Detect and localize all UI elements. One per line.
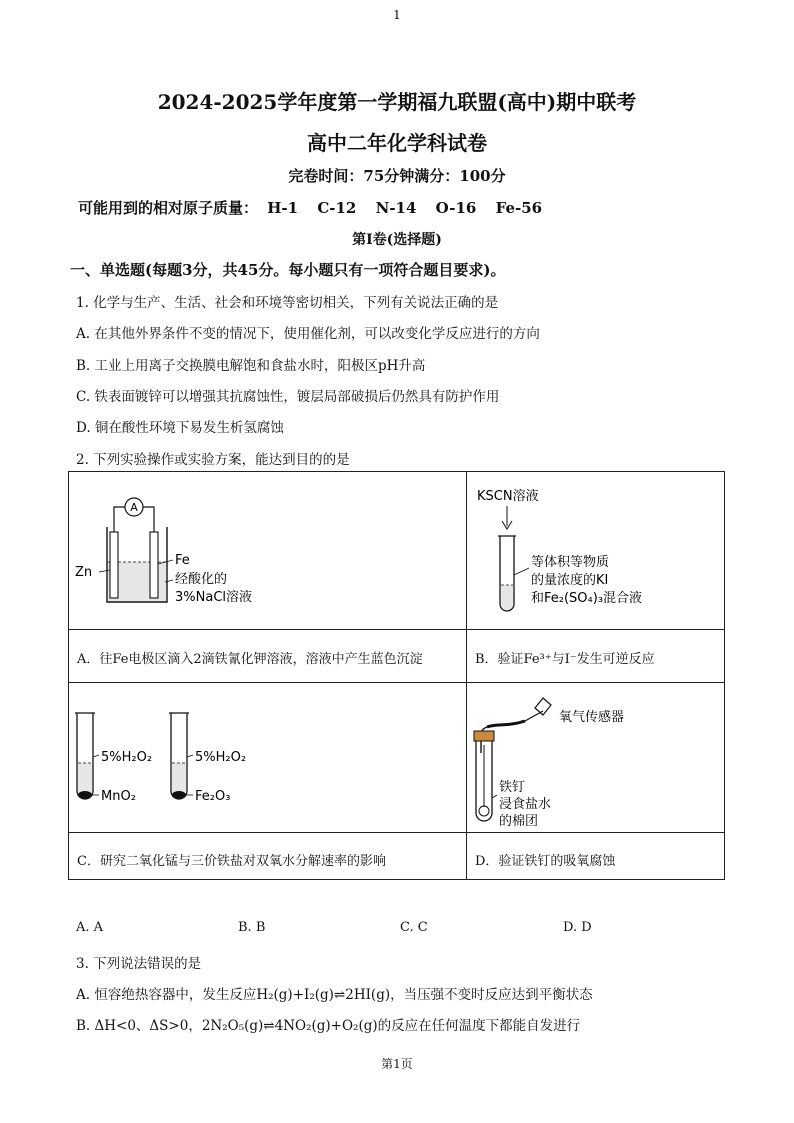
mix-label-3: 和Fe₂(SO₄)₃混合液 bbox=[531, 591, 643, 606]
q2-caption-d: D．验证铁钉的吸氧腐蚀 bbox=[475, 854, 616, 869]
mno2-solid bbox=[78, 791, 92, 799]
table-divider-3 bbox=[69, 832, 724, 833]
fe-electrode bbox=[150, 532, 158, 598]
cotton-label-2: 的棉团 bbox=[499, 814, 539, 829]
q1-option-a: A. 在其他外界条件不变的情况下，使用催化剂，可以改变化学反应进行的方向 bbox=[76, 326, 540, 342]
solution-label-1: 经酸化的 bbox=[175, 572, 228, 587]
q2-experiment-table bbox=[68, 471, 725, 880]
mix-label-2: 的量浓度的KI bbox=[531, 573, 609, 588]
nail-label: 铁钉 bbox=[499, 780, 526, 795]
q2-caption-a: A．往Fe电极区滴入2滴铁氰化钾溶液，溶液中产生蓝色沉淀 bbox=[77, 652, 423, 667]
figure-galvanic-cell bbox=[69, 472, 465, 628]
q2-option-d: D. D bbox=[563, 920, 592, 935]
q2-option-c: C. C bbox=[400, 920, 428, 935]
q3-option-b: B. ΔH<0、ΔS>0，2N₂O₅(g)⇌4NO₂(g)+O₂(g)的反应在任何温度下都能自发进行 bbox=[76, 1018, 581, 1034]
mass-c: C-12 bbox=[317, 199, 357, 217]
rubber-stopper bbox=[474, 731, 494, 741]
q1-stem: 1. 化学与生产、生活、社会和环境等密切相关，下列有关说法正确的是 bbox=[76, 295, 499, 311]
solution-label-2: 3%NaCl溶液 bbox=[175, 590, 253, 605]
sensor-icon bbox=[535, 698, 551, 715]
mass-o: O-16 bbox=[435, 199, 477, 217]
figure-kscn-test bbox=[467, 472, 724, 628]
mix-label-1: 等体积等物质 bbox=[531, 555, 610, 570]
figure-h2o2-decomposition bbox=[69, 683, 465, 831]
fe-label: Fe bbox=[175, 553, 190, 568]
top-page-number: 1 bbox=[393, 8, 401, 22]
cotton-label-1: 浸食盐水 bbox=[499, 797, 552, 812]
exam-time-info: 完卷时间：75分钟满分：100分 bbox=[288, 167, 506, 185]
q2-stem: 2. 下列实验操作或实验方案，能达到目的的是 bbox=[76, 452, 350, 468]
sensor-label: 氧气传感器 bbox=[559, 710, 625, 725]
atomic-masses bbox=[78, 197, 556, 218]
h2o2-label-2: 5%H₂O₂ bbox=[195, 750, 247, 765]
zn-electrode bbox=[110, 532, 118, 598]
q2-caption-b: B．验证Fe³⁺与I⁻发生可逆反应 bbox=[475, 652, 655, 667]
figure-oxygen-corrosion bbox=[467, 683, 724, 831]
fe2o3-solid bbox=[172, 791, 186, 799]
q2-option-a: A. A bbox=[76, 920, 104, 935]
fe2o3-label: Fe₂O₃ bbox=[195, 789, 231, 804]
exam-subtitle: 高中二年化学科试卷 bbox=[307, 131, 487, 155]
zn-label: Zn bbox=[75, 565, 93, 580]
table-divider-1 bbox=[69, 629, 724, 630]
h2o2-label-1: 5%H₂O₂ bbox=[101, 750, 153, 765]
q2-option-b: B. B bbox=[238, 920, 266, 935]
sensor-tube bbox=[487, 721, 525, 727]
page-footer: 第1页 bbox=[381, 1057, 413, 1071]
masses-label: 可能用到的相对原子质量： bbox=[78, 199, 259, 217]
q2-caption-c: C．研究二氧化锰与三价铁盐对双氧水分解速率的影响 bbox=[77, 854, 386, 869]
q1-option-c: C. 铁表面镀锌可以增强其抗腐蚀性，镀层局部破损后仍然具有防护作用 bbox=[76, 389, 500, 405]
volume-title: 第I卷(选择题) bbox=[352, 232, 442, 248]
mass-h: H-1 bbox=[267, 199, 299, 217]
q1-option-d: D. 铜在酸性环境下易发生析氢腐蚀 bbox=[76, 420, 284, 436]
kscn-label: KSCN溶液 bbox=[477, 489, 539, 504]
mass-fe: Fe-56 bbox=[495, 199, 543, 217]
mass-n: N-14 bbox=[375, 199, 417, 217]
exam-title: 2024-2025学年度第一学期福九联盟(高中)期中联考 bbox=[157, 90, 637, 114]
q1-option-b: B. 工业上用离子交换膜电解饱和食盐水时，阳极区pH升高 bbox=[76, 358, 426, 374]
mno2-label: MnO₂ bbox=[101, 789, 136, 804]
section-title: 一、单选题(每题3分，共45分。每小题只有一项符合题目要求)。 bbox=[70, 261, 506, 279]
q3-stem: 3. 下列说法错误的是 bbox=[76, 956, 202, 972]
ammeter-label: A bbox=[130, 501, 138, 514]
q3-option-a: A. 恒容绝热容器中，发生反应H₂(g)+I₂(g)⇌2HI(g)，当压强不变时反应达到平衡状态 bbox=[76, 987, 593, 1003]
cotton-ball bbox=[479, 806, 489, 816]
